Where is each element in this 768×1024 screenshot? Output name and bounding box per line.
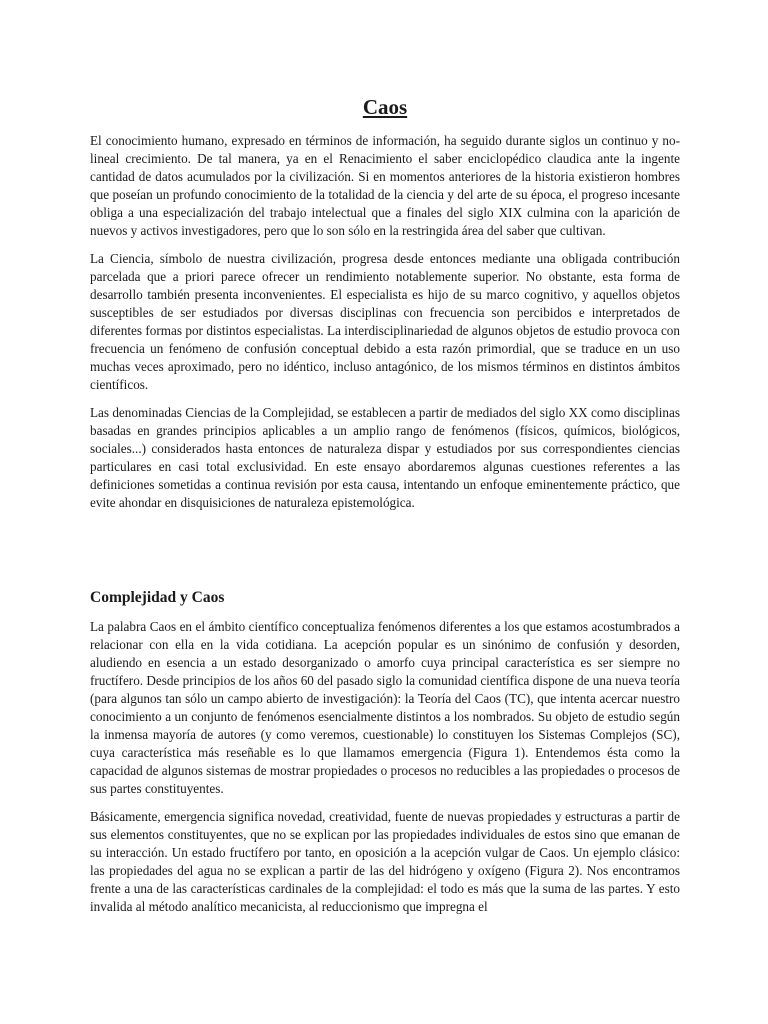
section-spacer — [90, 522, 680, 588]
intro-paragraph-2: La Ciencia, símbolo de nuestra civilización, progresa desde entonces mediante una obligada contribución parcelada que a priori parece ofrecer un rendimiento notablemente superior. No obstante, esta forma de desarrollo también presenta inconvenientes. El especialista es hijo de su marco cognitivo, y aquellos objetos susceptibles de ser estudiados por diversas disciplinas con frecuencia son percibidos e interpretados de diferentes formas por distintos especialistas. La interdisciplinariedad de algunos objetos de estudio provoca con frecuencia un fenómeno de confusión conceptual debido a esta razón primordial, que se traduce en un uso muchas veces aproximado, pero no idéntico, incluso antagónico, de los mismos términos en distintos ámbitos científicos. — [90, 251, 680, 393]
section-heading: Complejidad y Caos — [90, 589, 225, 607]
section-paragraph-1: La palabra Caos en el ámbito científico conceptualiza fenómenos diferentes a los que estamos acostumbrados a relacionar con ella en la vida cotidiana. La acepción popular es un sinónimo de confusión y desorden, aludiendo en esencia a un estado desorganizado o amorfo cuya principal característica es ser siempre no fructífero. Desde principios de los años 60 del pasado siglo la comunidad científica dispone de una nueva teoría (para algunos tan sólo un campo abierto de investigación): la Teoría del Caos (TC), que intenta acercar nuestro conocimiento a un conjunto de fenómenos esencialmente distintos a los nombrados. Su objeto de estudio según la inmensa mayoría de autores (y como veremos, cuestionable) lo constituyen los Sistemas Complejos (SC), cuya característica más reseñable es lo que llamamos emergencia (Figura 1). Entendemos ésta como la capacidad de algunos sistemas de mostrar propiedades o procesos no reducibles a las propiedades o procesos de sus partes constituyentes. — [90, 619, 680, 797]
document-title: Caos — [362, 95, 408, 119]
document-page — [90, 95, 680, 926]
intro-paragraph-1: El conocimiento humano, expresado en términos de información, ha seguido durante siglos un continuo y no-lineal crecimiento. De tal manera, ya en el Renacimiento el saber enciclopédico claudica ante la ingente cantidad de datos acumulados por la civilización. Si en momentos anteriores de la historia existieron hombres que poseían un profundo conocimiento de la totalidad de la ciencia y del arte de su época, el progreso incesante obliga a una especialización del trabajo intelectual que a finales del siglo XIX culmina con la aparición de nuevos y activos investigadores, pero que lo son sólo en la restringida área del saber que cultivan. — [90, 133, 680, 239]
intro-paragraph-3: Las denominadas Ciencias de la Complejidad, se establecen a partir de mediados del siglo XX como disciplinas basadas en grandes principios aplicables a un amplio rango de fenómenos (físicos, químicos, biológicos, sociales...) considerados hasta entonces de naturaleza dispar y estudiados por sus correspondientes ciencias particulares en casi total exclusividad. En este ensayo abordaremos algunas cuestiones referentes a las definiciones sometidas a continua revisión por esta causa, intentando un enfoque eminentemente práctico, que evite ahondar en disquisiciones de naturaleza epistemológica. — [90, 405, 680, 511]
section-paragraph-2: Básicamente, emergencia significa novedad, creatividad, fuente de nuevas propiedades y estructuras a partir de sus elementos constituyentes, que no se explican por las propiedades individuales de estos sino que emanan de su interacción. Un estado fructífero por tanto, en oposición a la acepción vulgar de Caos. Un ejemplo clásico: las propiedades del agua no se explican a partir de las del hidrógeno y oxígeno (Figura 2). Nos encontramos frente a una de las características cardinales de la complejidad: el todo es más que la suma de las partes. Y esto invalida al método analítico mecanicista, al reduccionismo que impregna el — [90, 809, 680, 915]
